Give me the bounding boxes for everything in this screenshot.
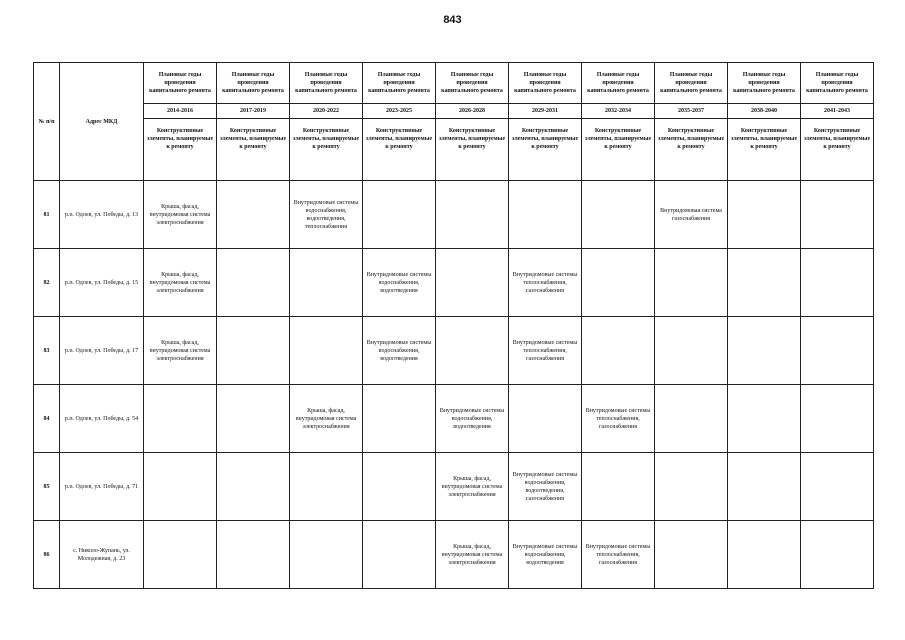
repair-elements-cell [144, 521, 217, 589]
row-number: 81 [34, 181, 60, 249]
header-period-title: Плановые годы проведения капитального ремонта [217, 63, 290, 104]
header-period-years: 2014-2016 [144, 104, 217, 119]
repair-elements-cell [728, 317, 801, 385]
repair-elements-cell: Внутридомовые системы водоснабжения, водоотведения, газоснабжения [509, 453, 582, 521]
repair-elements-cell: Крыша, фасад, внутридомовая система электроснабжения [144, 181, 217, 249]
repair-elements-cell [363, 521, 436, 589]
row-number: 85 [34, 453, 60, 521]
header-period-years: 2020-2022 [290, 104, 363, 119]
repair-elements-cell [582, 453, 655, 521]
header-period-years: 2029-2031 [509, 104, 582, 119]
repair-elements-cell [655, 521, 728, 589]
repair-elements-cell: Внутридомовые системы теплоснабжения, газоснабжения [509, 249, 582, 317]
repair-elements-cell: Внутридомовые системы водоснабжения, водоотведения [436, 385, 509, 453]
repair-elements-cell [582, 181, 655, 249]
header-elements: Конструктивные элементы, планируемые к ремонту [436, 119, 509, 181]
header-period-title: Плановые годы проведения капитального ремонта [144, 63, 217, 104]
table-row [34, 453, 874, 521]
repair-elements-cell [801, 317, 874, 385]
repair-elements-cell [144, 385, 217, 453]
repair-elements-cell: Крыша, фасад, внутридомовая система электроснабжения [290, 385, 363, 453]
repair-elements-cell [728, 385, 801, 453]
header-period-years: 2032-2034 [582, 104, 655, 119]
header-period-years: 2035-2037 [655, 104, 728, 119]
repair-elements-cell [290, 521, 363, 589]
header-period-years: 2026-2028 [436, 104, 509, 119]
repair-elements-cell [801, 181, 874, 249]
table-body [34, 181, 874, 589]
row-address: р.п. Одоев, ул. Победы, д. 13 [60, 181, 144, 249]
row-number: 86 [34, 521, 60, 589]
repair-elements-cell [655, 317, 728, 385]
row-address: с. Николо-Жупань, ул. Молодежная, д. 23 [60, 521, 144, 589]
header-address: Адрес МКД [60, 63, 144, 181]
header-elements: Конструктивные элементы, планируемые к ремонту [509, 119, 582, 181]
repair-elements-cell [217, 317, 290, 385]
repair-elements-cell [217, 453, 290, 521]
repair-elements-cell [582, 317, 655, 385]
repair-elements-cell [363, 385, 436, 453]
repair-elements-cell [217, 181, 290, 249]
header-elements: Конструктивные элементы, планируемые к ремонту [582, 119, 655, 181]
repair-elements-cell [582, 249, 655, 317]
repair-elements-cell [217, 521, 290, 589]
header-period-years: 2017-2019 [217, 104, 290, 119]
repair-elements-cell [728, 249, 801, 317]
repair-elements-cell [290, 453, 363, 521]
repair-elements-cell: Крыша, фасад, внутридомовая система электроснабжения [144, 317, 217, 385]
header-elements: Конструктивные элементы, планируемые к ремонту [363, 119, 436, 181]
repair-elements-cell [801, 249, 874, 317]
repair-elements-cell: Внутридомовые системы теплоснабжения, газоснабжения [509, 317, 582, 385]
repair-elements-cell: Крыша, фасад, внутридомовая система электроснабжения [436, 453, 509, 521]
repair-elements-cell [290, 317, 363, 385]
repair-elements-cell: Внутридомовые системы теплоснабжения, газоснабжения [582, 385, 655, 453]
header-period-title: Плановые годы проведения капитального ремонта [655, 63, 728, 104]
repair-elements-cell: Внутридомовая система газоснабжения [655, 181, 728, 249]
capital-repair-plan-table [33, 62, 874, 589]
header-elements: Конструктивные элементы, планируемые к ремонту [655, 119, 728, 181]
header-num: № п/п [34, 63, 60, 181]
table-header [34, 63, 874, 181]
repair-elements-cell [363, 453, 436, 521]
repair-elements-cell: Внутридомовые системы водоснабжения, водоотведения [363, 317, 436, 385]
repair-elements-cell [655, 453, 728, 521]
header-period-title: Плановые годы проведения капитального ремонта [801, 63, 874, 104]
repair-elements-cell: Крыша, фасад, внутридомовая система электроснабжения [144, 249, 217, 317]
header-elements: Конструктивные элементы, планируемые к ремонту [217, 119, 290, 181]
repair-elements-cell [655, 385, 728, 453]
table-row [34, 521, 874, 589]
repair-elements-cell [217, 385, 290, 453]
header-period-title: Плановые годы проведения капитального ремонта [509, 63, 582, 104]
header-period-title: Плановые годы проведения капитального ремонта [582, 63, 655, 104]
repair-elements-cell [728, 453, 801, 521]
repair-elements-cell [801, 385, 874, 453]
table-row [34, 317, 874, 385]
repair-elements-cell [509, 385, 582, 453]
repair-elements-cell [728, 521, 801, 589]
row-number: 82 [34, 249, 60, 317]
repair-elements-cell [436, 317, 509, 385]
header-period-title: Плановые годы проведения капитального ремонта [363, 63, 436, 104]
table-row [34, 249, 874, 317]
repair-elements-cell [290, 249, 363, 317]
repair-elements-cell [801, 521, 874, 589]
repair-elements-cell [436, 249, 509, 317]
repair-elements-cell [655, 249, 728, 317]
row-address: р.п. Одоев, ул. Победы, д. 17 [60, 317, 144, 385]
table-row [34, 181, 874, 249]
repair-elements-cell [801, 453, 874, 521]
repair-elements-cell [144, 453, 217, 521]
page-number: 843 [443, 14, 462, 26]
header-elements: Конструктивные элементы, планируемые к ремонту [728, 119, 801, 181]
header-elements: Конструктивные элементы, планируемые к ремонту [144, 119, 217, 181]
header-elements: Конструктивные элементы, планируемые к ремонту [801, 119, 874, 181]
repair-elements-cell [728, 181, 801, 249]
row-number: 84 [34, 385, 60, 453]
repair-elements-cell [436, 181, 509, 249]
row-address: р.п. Одоев, ул. Победы, д. 54 [60, 385, 144, 453]
repair-elements-cell: Внутридомовые системы водоснабжения, водоотведения [363, 249, 436, 317]
header-period-title: Плановые годы проведения капитального ремонта [436, 63, 509, 104]
header-period-title: Плановые годы проведения капитального ремонта [728, 63, 801, 104]
repair-elements-cell [509, 181, 582, 249]
repair-elements-cell: Крыша, фасад, внутридомовая система электроснабжения [436, 521, 509, 589]
header-period-title: Плановые годы проведения капитального ремонта [290, 63, 363, 104]
header-elements: Конструктивные элементы, планируемые к ремонту [290, 119, 363, 181]
row-address: р.п. Одоев, ул. Победы, д. 71 [60, 453, 144, 521]
row-number: 83 [34, 317, 60, 385]
header-period-years: 2041-2043 [801, 104, 874, 119]
header-period-years: 2023-2025 [363, 104, 436, 119]
header-period-years: 2038-2040 [728, 104, 801, 119]
row-address: р.п. Одоев, ул. Победы, д. 15 [60, 249, 144, 317]
repair-elements-cell: Внутридомовые системы водоснабжения, водоотведения, теплоснабжения [290, 181, 363, 249]
table-row [34, 385, 874, 453]
repair-elements-cell [363, 181, 436, 249]
repair-elements-cell: Внутридомовые системы теплоснабжения, газоснабжения [582, 521, 655, 589]
repair-elements-cell [217, 249, 290, 317]
repair-elements-cell: Внутридомовые системы водоснабжения, водоотведения [509, 521, 582, 589]
